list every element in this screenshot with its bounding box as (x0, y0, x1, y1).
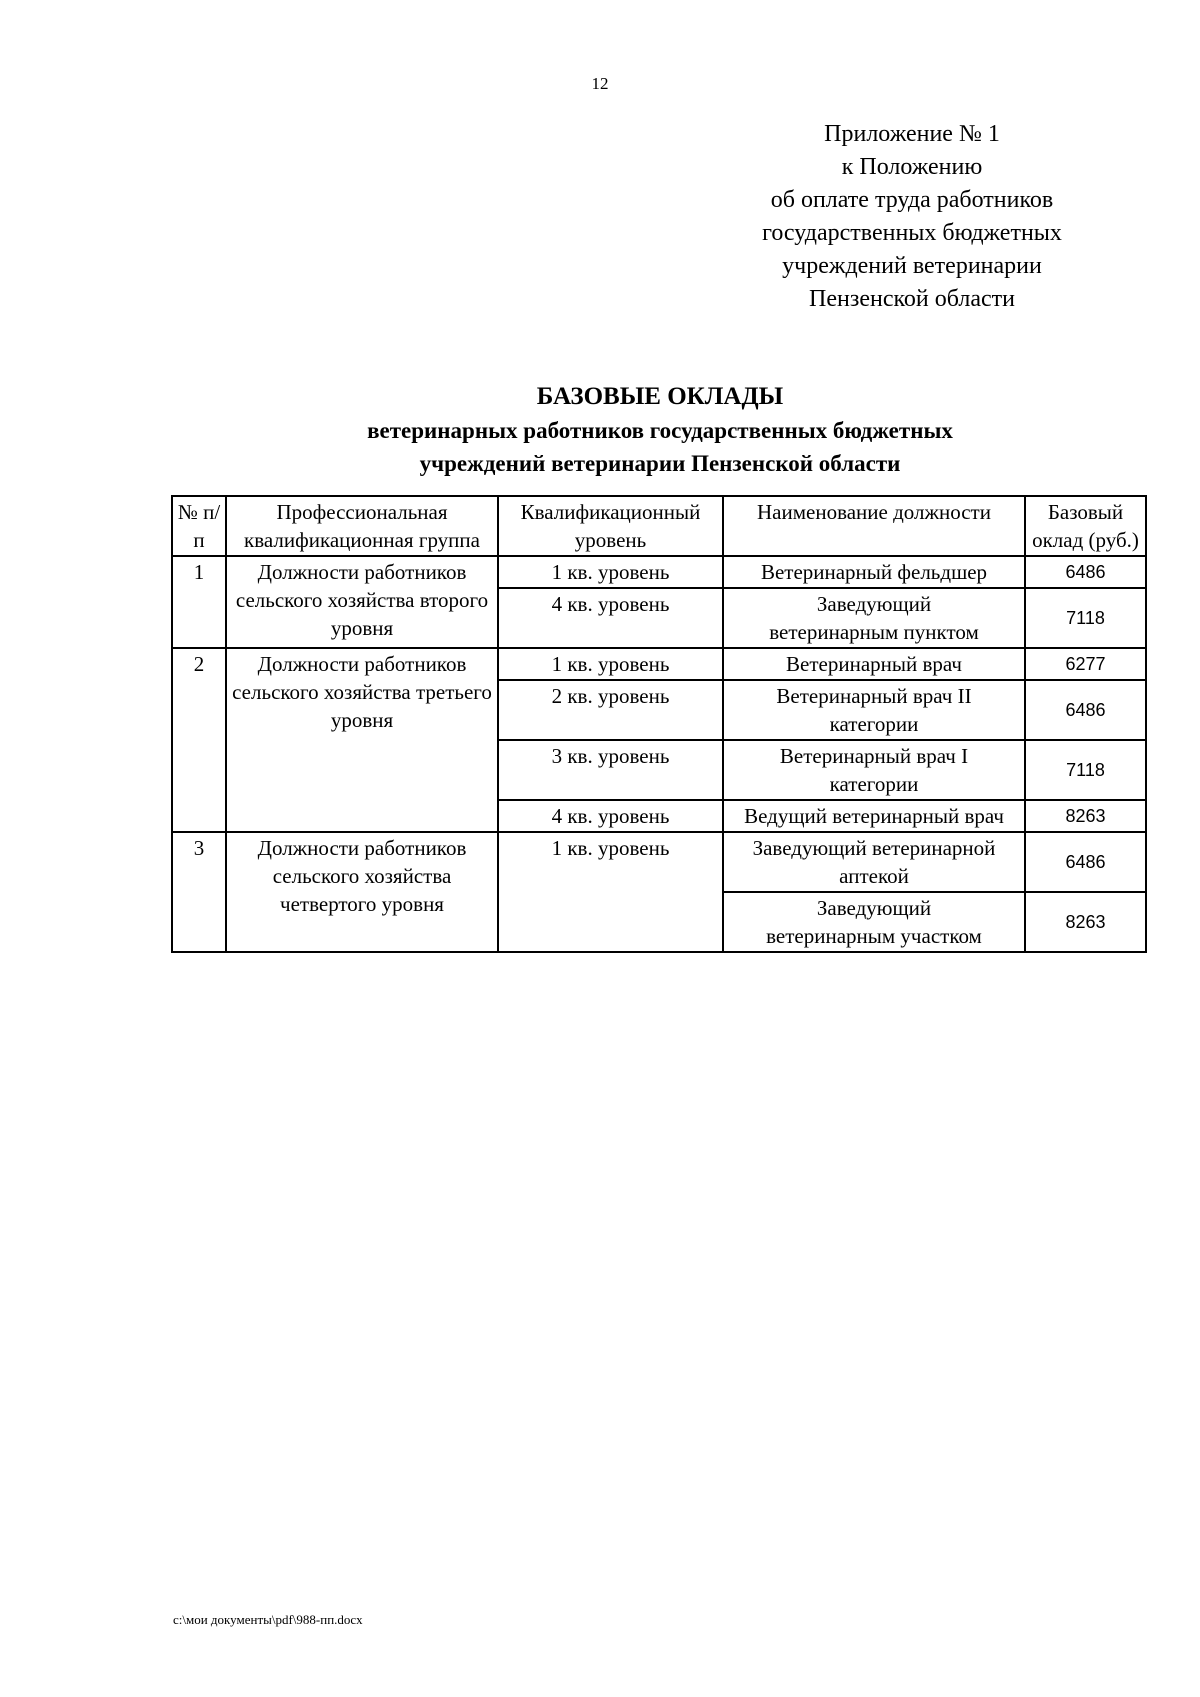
appendix-line: об оплате труда работников (770, 187, 1054, 213)
position-name: Ветеринарный фельдшер (723, 556, 1025, 588)
appendix-line: к Положению (841, 154, 983, 180)
base-salary: 6486 (1025, 556, 1146, 588)
title-line: ветеринарных работников государственных бюджетных (367, 418, 953, 443)
group-name: Должности работников сельского хозяйства второго уровня (226, 556, 498, 648)
base-salary: 7118 (1025, 588, 1146, 648)
qualification-level: 1 кв. уровень (498, 648, 723, 680)
table-row (172, 556, 1146, 588)
group-name: Должности работников сельского хозяйства третьего уровня (226, 648, 498, 832)
page-number: 12 (591, 74, 609, 93)
salary-table (171, 495, 1147, 953)
table-row (172, 648, 1146, 680)
position-name: Заведующий ветеринарной аптекой (723, 832, 1025, 892)
document-title (160, 380, 1160, 480)
position-name: Ветеринарный врач II категории (723, 680, 1025, 740)
appendix-line: государственных бюджетных (762, 220, 1062, 246)
header-group: Профессиональная квалификационная группа (226, 496, 498, 556)
title-main: БАЗОВЫЕ ОКЛАДЫ (536, 383, 784, 410)
qualification-level: 1 кв. уровень (498, 556, 723, 588)
base-salary: 6486 (1025, 832, 1146, 892)
appendix-header (742, 118, 1082, 316)
base-salary: 8263 (1025, 892, 1146, 952)
table-header-row (172, 496, 1146, 556)
position-name: Заведующий ветеринарным участком (723, 892, 1025, 952)
qualification-level: 2 кв. уровень (498, 680, 723, 740)
header-position: Наименование должности (723, 496, 1025, 556)
title-line: учреждений ветеринарии Пензенской области (419, 451, 901, 476)
group-number: 3 (172, 832, 226, 952)
header-salary: Базовый оклад (руб.) (1025, 496, 1146, 556)
appendix-line: учреждений ветеринарии (782, 253, 1042, 279)
header-level: Квалификационный уровень (498, 496, 723, 556)
qualification-level: 4 кв. уровень (498, 800, 723, 832)
base-salary: 6277 (1025, 648, 1146, 680)
qualification-level: 3 кв. уровень (498, 740, 723, 800)
appendix-line: Пензенской области (809, 286, 1015, 312)
appendix-line: Приложение № 1 (824, 121, 1000, 147)
position-name: Ведущий ветеринарный врач (723, 800, 1025, 832)
qualification-level: 4 кв. уровень (498, 588, 723, 648)
base-salary: 8263 (1025, 800, 1146, 832)
position-name: Заведующий ветеринарным пунктом (723, 588, 1025, 648)
table-row (172, 832, 1146, 892)
position-name: Ветеринарный врач I категории (723, 740, 1025, 800)
file-path-footer: c:\мои документы\pdf\988-пп.docx (173, 1612, 363, 1627)
base-salary: 7118 (1025, 740, 1146, 800)
group-number: 2 (172, 648, 226, 832)
base-salary: 6486 (1025, 680, 1146, 740)
group-number: 1 (172, 556, 226, 648)
group-name: Должности работников сельского хозяйства четвертого уровня (226, 832, 498, 952)
qualification-level: 1 кв. уровень (498, 832, 723, 952)
header-num: № п/п (172, 496, 226, 556)
position-name: Ветеринарный врач (723, 648, 1025, 680)
